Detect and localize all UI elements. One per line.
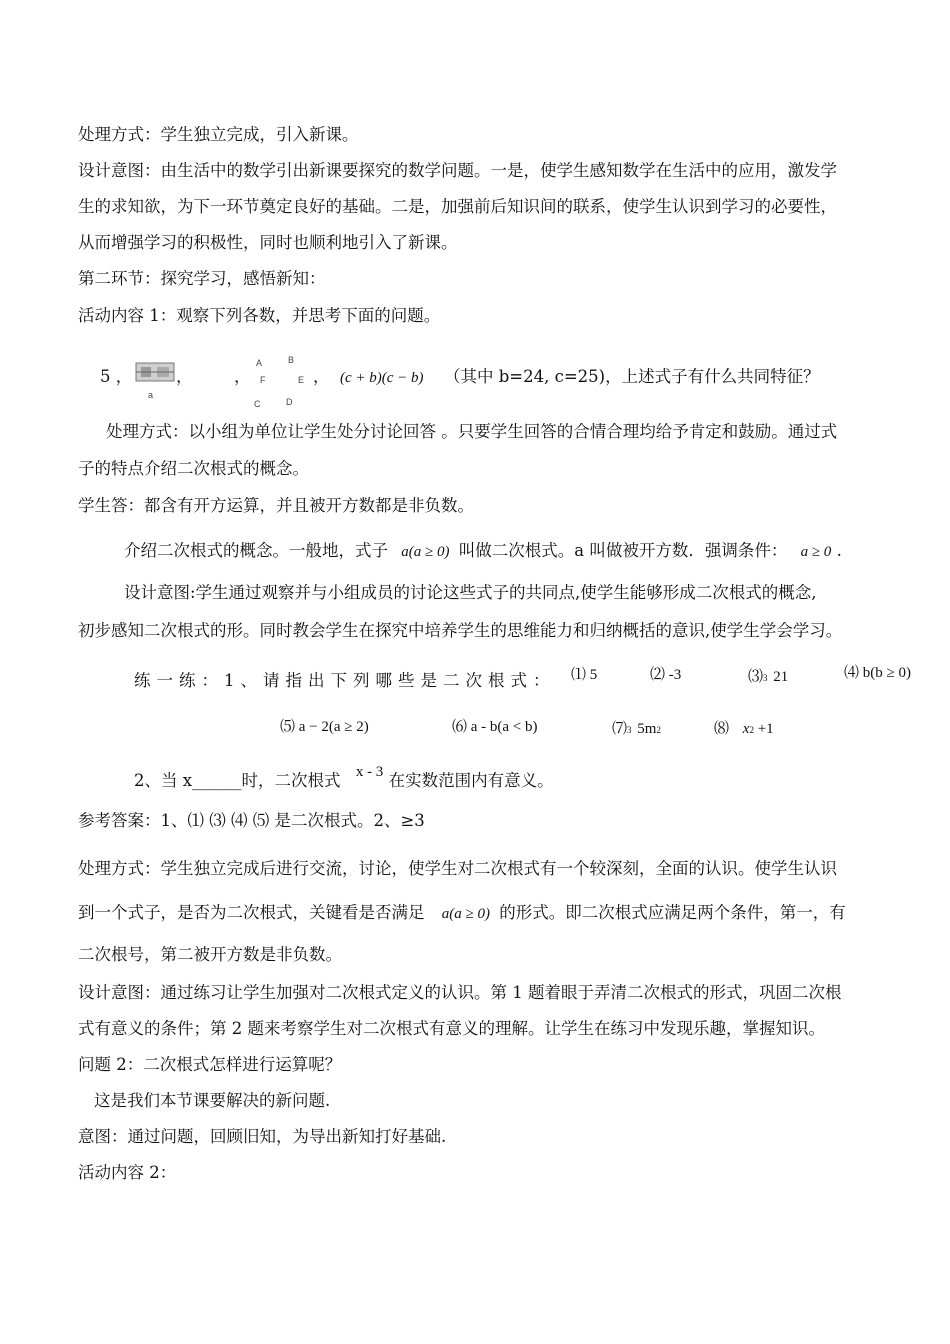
concept-intro-text-a: 介绍二次根式的概念。一般地，式子 [124, 541, 388, 560]
student-answer: 学生答：都含有开方运算，并且被开方数都是非负数。 [78, 496, 474, 515]
exercise-2 [134, 764, 554, 793]
exercise-item-7 [612, 718, 661, 741]
paragraph-handling-method-3-text-b: 的形式。即二次根式应满足两个条件，第一，有 [499, 903, 846, 922]
exercise-item-8-variable: x [742, 721, 750, 737]
figure-label-d: D [286, 397, 293, 407]
activity-heading-1: 活动内容 1：观察下列各数，并思考下面的问题。 [78, 306, 441, 325]
activity-heading-2: 活动内容 2： [78, 1163, 177, 1182]
figure-label-f: F [260, 375, 266, 385]
exercise-item-7-number: ⑺ [612, 721, 628, 737]
exercise-1-label: 练一练：1、请指出下列哪些是二次根式： [134, 671, 556, 690]
paragraph-handling-method-2-line2: 子的特点介绍二次根式的概念。 [78, 459, 309, 478]
exercise-item-1: ⑴ 5 [571, 667, 598, 683]
exercise-item-5: ⑸ a − 2(a ≥ 2) [280, 719, 369, 735]
exercise-item-2: ⑵ -3 [650, 667, 682, 683]
number-five: 5 ， [100, 367, 133, 386]
paragraph-design-intent-1-line3: 从而增强学习的积极性，同时也顺利地引入了新课。 [78, 233, 458, 252]
figure-label-c: C [254, 399, 261, 409]
section-heading-stage-two: 第二环节：探究学习，感悟新知： [78, 269, 326, 288]
comma-3: ， [313, 367, 330, 386]
paragraph-handling-method-3-line2 [78, 902, 846, 925]
reference-answers: 参考答案：1、⑴ ⑶ ⑷ ⑸ 是二次根式。2、≥3 [78, 811, 425, 830]
paragraph-handling-method-2-line1: 处理方式：以小组为单位让学生处分讨论回答 。只要学生回答的合情合理均给予肯定和鼓励。通过式 [106, 422, 838, 441]
intent-note: 意图：通过问题，回顾旧知，为导出新知打好基础. [78, 1127, 447, 1146]
paragraph-design-intent-1-line1: 设计意图：由生活中的数学引出新课要探究的数学问题。一是，使学生感知数学在生活中的应用，激发学 [78, 161, 837, 180]
paragraph-design-intent-2-line1: 设计意图:学生通过观察并与小组成员的讨论这些式子的共同点,使学生能够形成二次根式的概念, [124, 583, 817, 602]
exercise-item-3-value: 21 [773, 669, 789, 685]
paragraph-handling-method-3-sqrt: a(a ≥ 0) [441, 906, 490, 922]
figure-label-a: A [256, 358, 263, 368]
concept-intro [124, 540, 842, 563]
formula-c-plus-b-times-c-minus-b: (c + b)(c − b) [340, 370, 424, 386]
exercise-2-text-b: 在实数范围内有意义。 [388, 771, 554, 790]
paragraph-design-intent-1-line2: 生的求知欲，为下一环节奠定良好的基础。二是，加强前后知识间的联系，使学生认识到学习的必要性， [78, 197, 837, 216]
paragraph-handling-method-3-line1: 处理方式：学生独立完成后进行交流，讨论，使学生对二次根式有一个较深刻，全面的认识。使学生认识 [78, 859, 837, 878]
question-2: 问题 2：二次根式怎样进行运算呢？ [78, 1055, 342, 1074]
paragraph-design-intent-3-line2: 式有意义的条件；第 2 题来考察学生对二次根式有意义的理解。让学生在练习中发现乐趣，掌握知识。 [78, 1019, 825, 1038]
exercise-item-8 [714, 718, 774, 741]
paragraph-design-intent-3-line1: 设计意图：通过练习让学生加强对二次根式定义的认识。第 1 题着眼于弄清二次根式的形式，巩固二次根 [78, 983, 842, 1002]
exercise-2-radicand: x - 3 [355, 764, 384, 780]
exercise-item-8-tail: +1 [753, 721, 774, 737]
figure-label-b: B [288, 355, 295, 365]
concept-intro-text-b: 叫做二次根式。a 叫做被开方数．强调条件： [458, 541, 788, 560]
paragraph-handling-method-3-text-a: 到一个式子，是否为二次根式，关键看是否满足 [78, 903, 425, 922]
concept-intro-text-c: . [836, 541, 842, 560]
exercise-item-8-exponent: 2 [749, 725, 754, 735]
geometry-figure [250, 355, 310, 410]
exercise-item-3-number: ⑶ [748, 669, 764, 685]
paragraph-handling-method-1: 处理方式：学生独立完成，引入新课。 [78, 125, 359, 144]
paragraph-handling-method-3-line3: 二次根号，第二被开方数是非负数。 [78, 945, 342, 964]
new-problem-note: 这是我们本节课要解决的新问题. [94, 1091, 331, 1110]
exercise-item-3 [748, 666, 788, 689]
comma-1: ， [176, 367, 193, 386]
paragraph-design-intent-2-line2: 初步感知二次根式的形。同时教会学生在探究中培养学生的思维能力和归纳概括的意识,使学生学会学习。 [78, 621, 843, 640]
exercise-item-6: ⑹ a - b(a < b) [452, 719, 538, 735]
exercise-item-7-exponent: 2 [656, 725, 661, 735]
exercise-item-7-value: 5m [637, 721, 657, 737]
exercise-2-text-a: 2、当 x______时，二次根式 [134, 771, 341, 790]
exercise-item-3-index: 3 [763, 673, 768, 683]
exercise-item-7-index: 3 [627, 725, 632, 735]
concept-sqrt-a: a(a ≥ 0) [401, 544, 450, 560]
road-figure-image [133, 360, 177, 390]
figure-label-e: E [298, 375, 305, 385]
road-figure-caption: a [148, 390, 154, 400]
comma-2: ， [234, 367, 251, 386]
exercise-item-4: ⑷ b(b ≥ 0) [844, 665, 911, 681]
exercise-item-8-number: ⑻ [714, 721, 730, 737]
question-tail: （其中 b=24, c=25)，上述式子有什么共同特征？ [444, 367, 820, 386]
concept-condition: a ≥ 0 [800, 544, 832, 560]
